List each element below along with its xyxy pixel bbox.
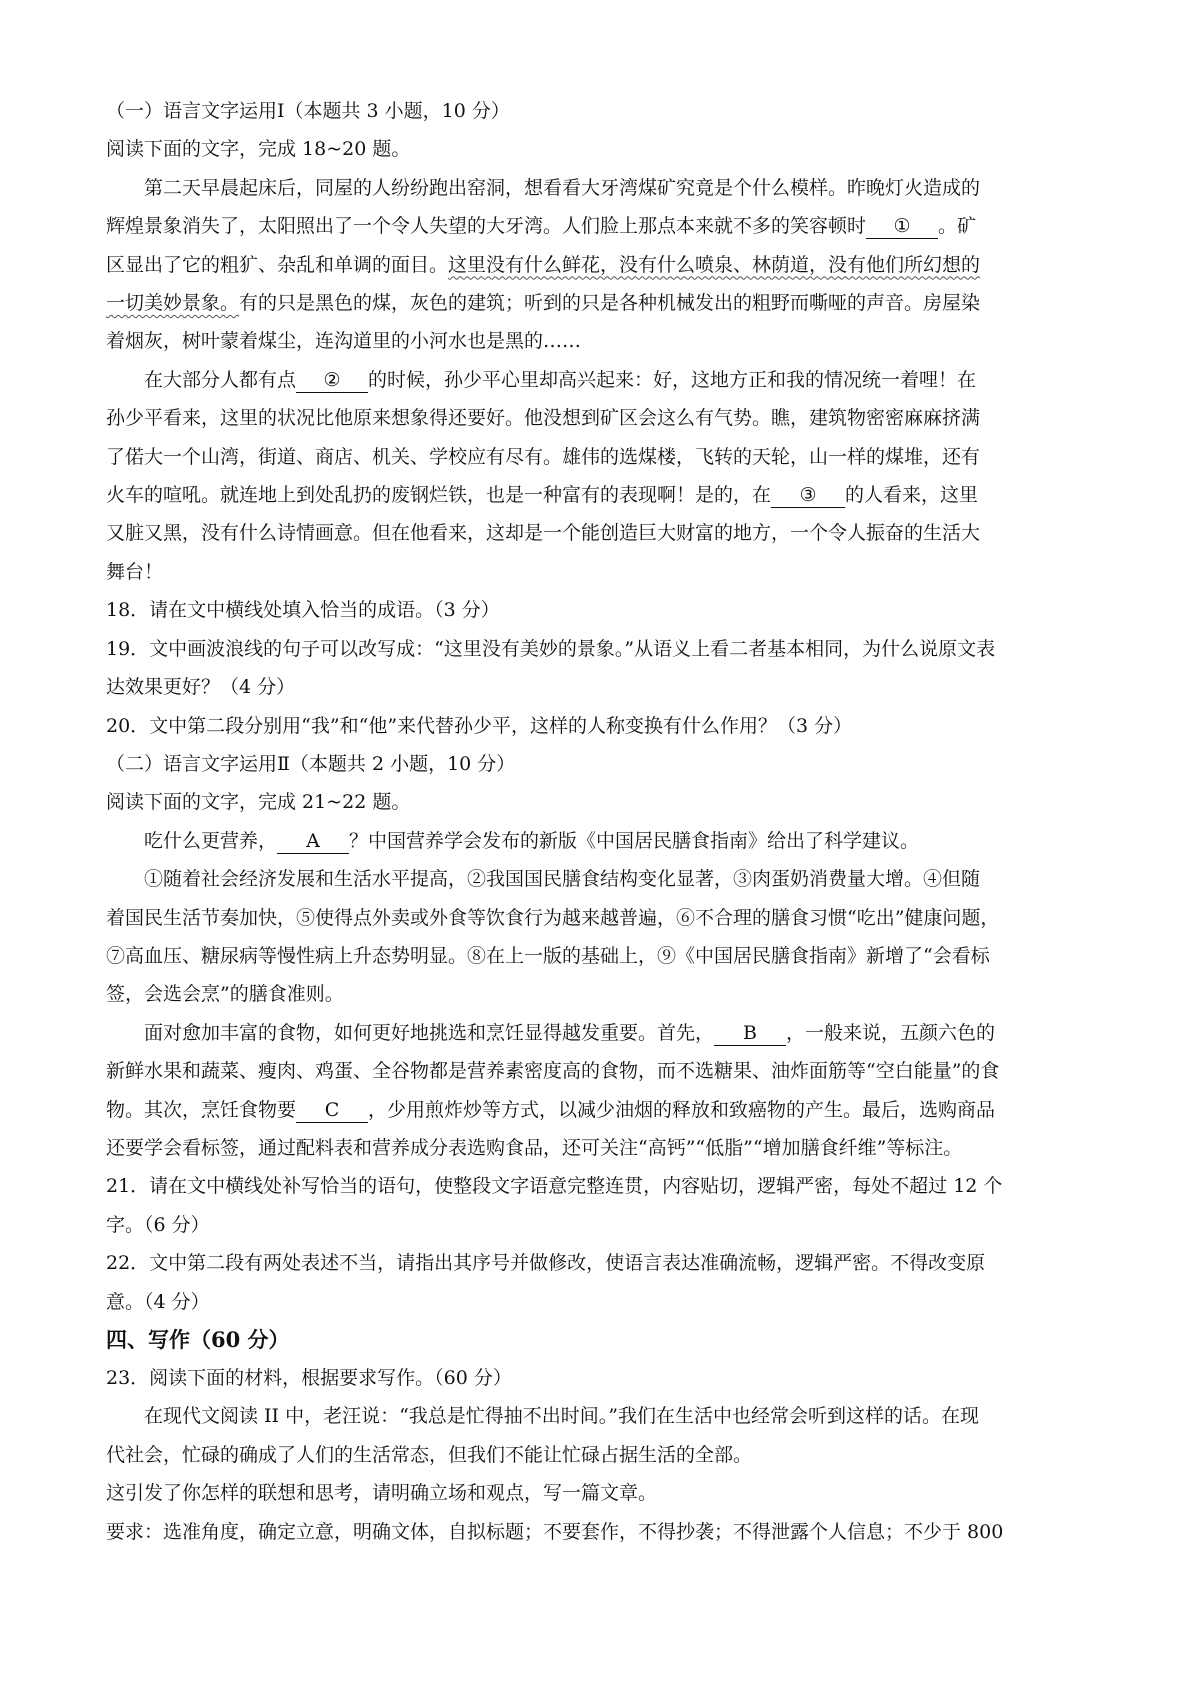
text-line: 孙少平看来，这里的状况比他原来想象得还要好。他没想到矿区会这么有气势。瞧，建筑物密密麻麻挤满	[106, 407, 981, 430]
passage-2-paragraph-3	[106, 1014, 1094, 1168]
question-21-continued: 字。（6 分）	[106, 1213, 210, 1236]
section-4-heading: 四、写作（60 分）	[106, 1327, 290, 1352]
wavy-underline-sentence: 这里没有什么鲜花，没有什么喷泉、林荫道，没有他们所幻想的	[448, 253, 981, 276]
question-19: 19．文中画波浪线的句子可以改写成：“这里没有美妙的景象。”从语义上看二者基本相同，为什么说原文表	[106, 637, 996, 660]
question-21: 21．请在文中横线处补写恰当的语句，使整段文字语意完整连贯，内容贴切，逻辑严密，每处不超过 12 个	[106, 1175, 1003, 1198]
text-line: 又脏又黑，没有什么诗情画意。但在他看来，这却是一个能创造巨大财富的地方，一个令人振奋的生活大	[106, 522, 981, 545]
question-22: 22．文中第二段有两处表述不当，请指出其序号并做修改，使语言表达准确流畅，逻辑严密。不得改变原	[106, 1252, 986, 1275]
text-line: 着烟灰，树叶蒙着煤尘，连沟道里的小河水也是黑的……	[106, 330, 582, 353]
text-line: 第二天早晨起床后，同屋的人纷纷跑出窑洞，想看看大牙湾煤矿究竟是个什么模样。昨晚灯火造成的	[144, 176, 981, 199]
text-line: 在大部分人都有点 ② 的时候，孙少平心里却高兴起来：好，这地方正和我的情况统一着哩！在	[144, 368, 977, 391]
text-line: 签，会选会烹”的膳食准则。	[106, 983, 344, 1006]
passage-2-paragraph-1: 吃什么更营养， A ？中国营养学会发布的新版《中国居民膳食指南》给出了科学建议。	[144, 829, 920, 852]
question-18: 18．请在文中横线处填入恰当的成语。（3 分）	[106, 599, 500, 622]
blank-b: B	[714, 1021, 786, 1046]
section-2-instruction: 阅读下面的文字，完成 21~22 题。	[106, 791, 411, 814]
question-23: 23．阅读下面的材料，根据要求写作。（60 分）	[106, 1367, 512, 1389]
writing-requirements: 要求：选准角度，确定立意，明确文体，自拟标题；不要套作，不得抄袭；不得泄露个人信息；不少于 800	[106, 1520, 1004, 1543]
section-1-title: （一）语言文字运用Ⅰ（本题共 3 小题，10 分）	[106, 100, 510, 122]
blank-c: C	[296, 1098, 368, 1123]
passage-2-paragraph-2	[106, 860, 1094, 1014]
blank-a: A	[277, 829, 349, 854]
text-line: ⑦高血压、糖尿病等慢性病上升态势明显。⑧在上一版的基础上，⑨《中国居民膳食指南》新增了“会看标	[106, 944, 990, 967]
blank-2: ②	[296, 368, 368, 393]
question-19-continued: 达效果更好？（4 分）	[106, 676, 296, 699]
text-line: 面对愈加丰富的食物，如何更好地挑选和烹饪显得越发重要。首先， B ，一般来说，五颜六色的	[144, 1021, 996, 1044]
section-2-title: （二）语言文字运用Ⅱ（本题共 2 小题，10 分）	[106, 752, 516, 775]
text-line: 区显出了它的粗犷、杂乱和单调的面目。这里没有什么鲜花，没有什么喷泉、林荫道，没有他们所幻想的	[106, 253, 981, 276]
writing-material: 在现代文阅读 II 中，老汪说：“我总是忙得抽不出时间。”我们在生活中也经常会听到这样的话。在现	[144, 1405, 980, 1428]
text-line: 辉煌景象消失了，太阳照出了一个令人失望的大牙湾。人们脸上那点本来就不多的笑容顿时 ① 。矿	[106, 215, 977, 238]
question-22-continued: 意。（4 分）	[106, 1290, 210, 1313]
blank-3: ③	[771, 483, 845, 508]
text-line: 火车的喧吼。就连地上到处乱扔的废钢烂铁，也是一种富有的表现啊！是的，在 ③ 的人看来，这里	[106, 484, 979, 507]
text-line: 舞台！	[106, 560, 164, 583]
question-20: 20．文中第二段分别用“我”和“他”来代替孙少平，这样的人称变换有什么作用？（3 分）	[106, 714, 853, 737]
section-1-instruction: 阅读下面的文字，完成 18~20 题。	[106, 138, 411, 161]
wavy-underline-sentence: 一切美妙景象。	[106, 292, 240, 315]
text-line: 新鲜水果和蔬菜、瘦肉、鸡蛋、全谷物都是营养素密度高的食物，而不选糖果、油炸面筋等“空白能量”的食	[106, 1060, 1000, 1083]
text-line: 着国民生活节奏加快，⑤使得点外卖或外食等饮食行为越来越普遍，⑥不合理的膳食习惯“吃出”健康问题，	[106, 906, 1000, 929]
writing-material-continued: 代社会，忙碌的确成了人们的生活常态，但我们不能让忙碌占据生活的全部。	[106, 1443, 753, 1466]
passage-1-paragraph-1	[106, 169, 1094, 361]
blank-1: ①	[866, 214, 938, 239]
writing-prompt: 这引发了你怎样的联想和思考，请明确立场和观点，写一篇文章。	[106, 1482, 658, 1505]
text-line: 还要学会看标签，通过配料表和营养成分表选购食品，还可关注“高钙”“低脂”“增加膳食纤维”等标注。	[106, 1136, 963, 1159]
passage-1-paragraph-2	[106, 361, 1094, 591]
text-line: 一切美妙景象。有的只是黑色的煤，灰色的建筑；听到的只是各种机械发出的粗野而嘶哑的声音。房屋染	[106, 292, 981, 315]
text-line: 了偌大一个山湾，街道、商店、机关、学校应有尽有。雄伟的选煤楼，飞转的天轮，山一样的煤堆，还有	[106, 445, 981, 468]
text-line: 物。其次，烹饪食物要 C ，少用煎炸炒等方式，以减少油烟的释放和致癌物的产生。最后，选购商品	[106, 1098, 996, 1121]
text-line: ①随着社会经济发展和生活水平提高，②我国国民膳食结构变化显著，③肉蛋奶消费量大增。④但随	[144, 868, 981, 891]
